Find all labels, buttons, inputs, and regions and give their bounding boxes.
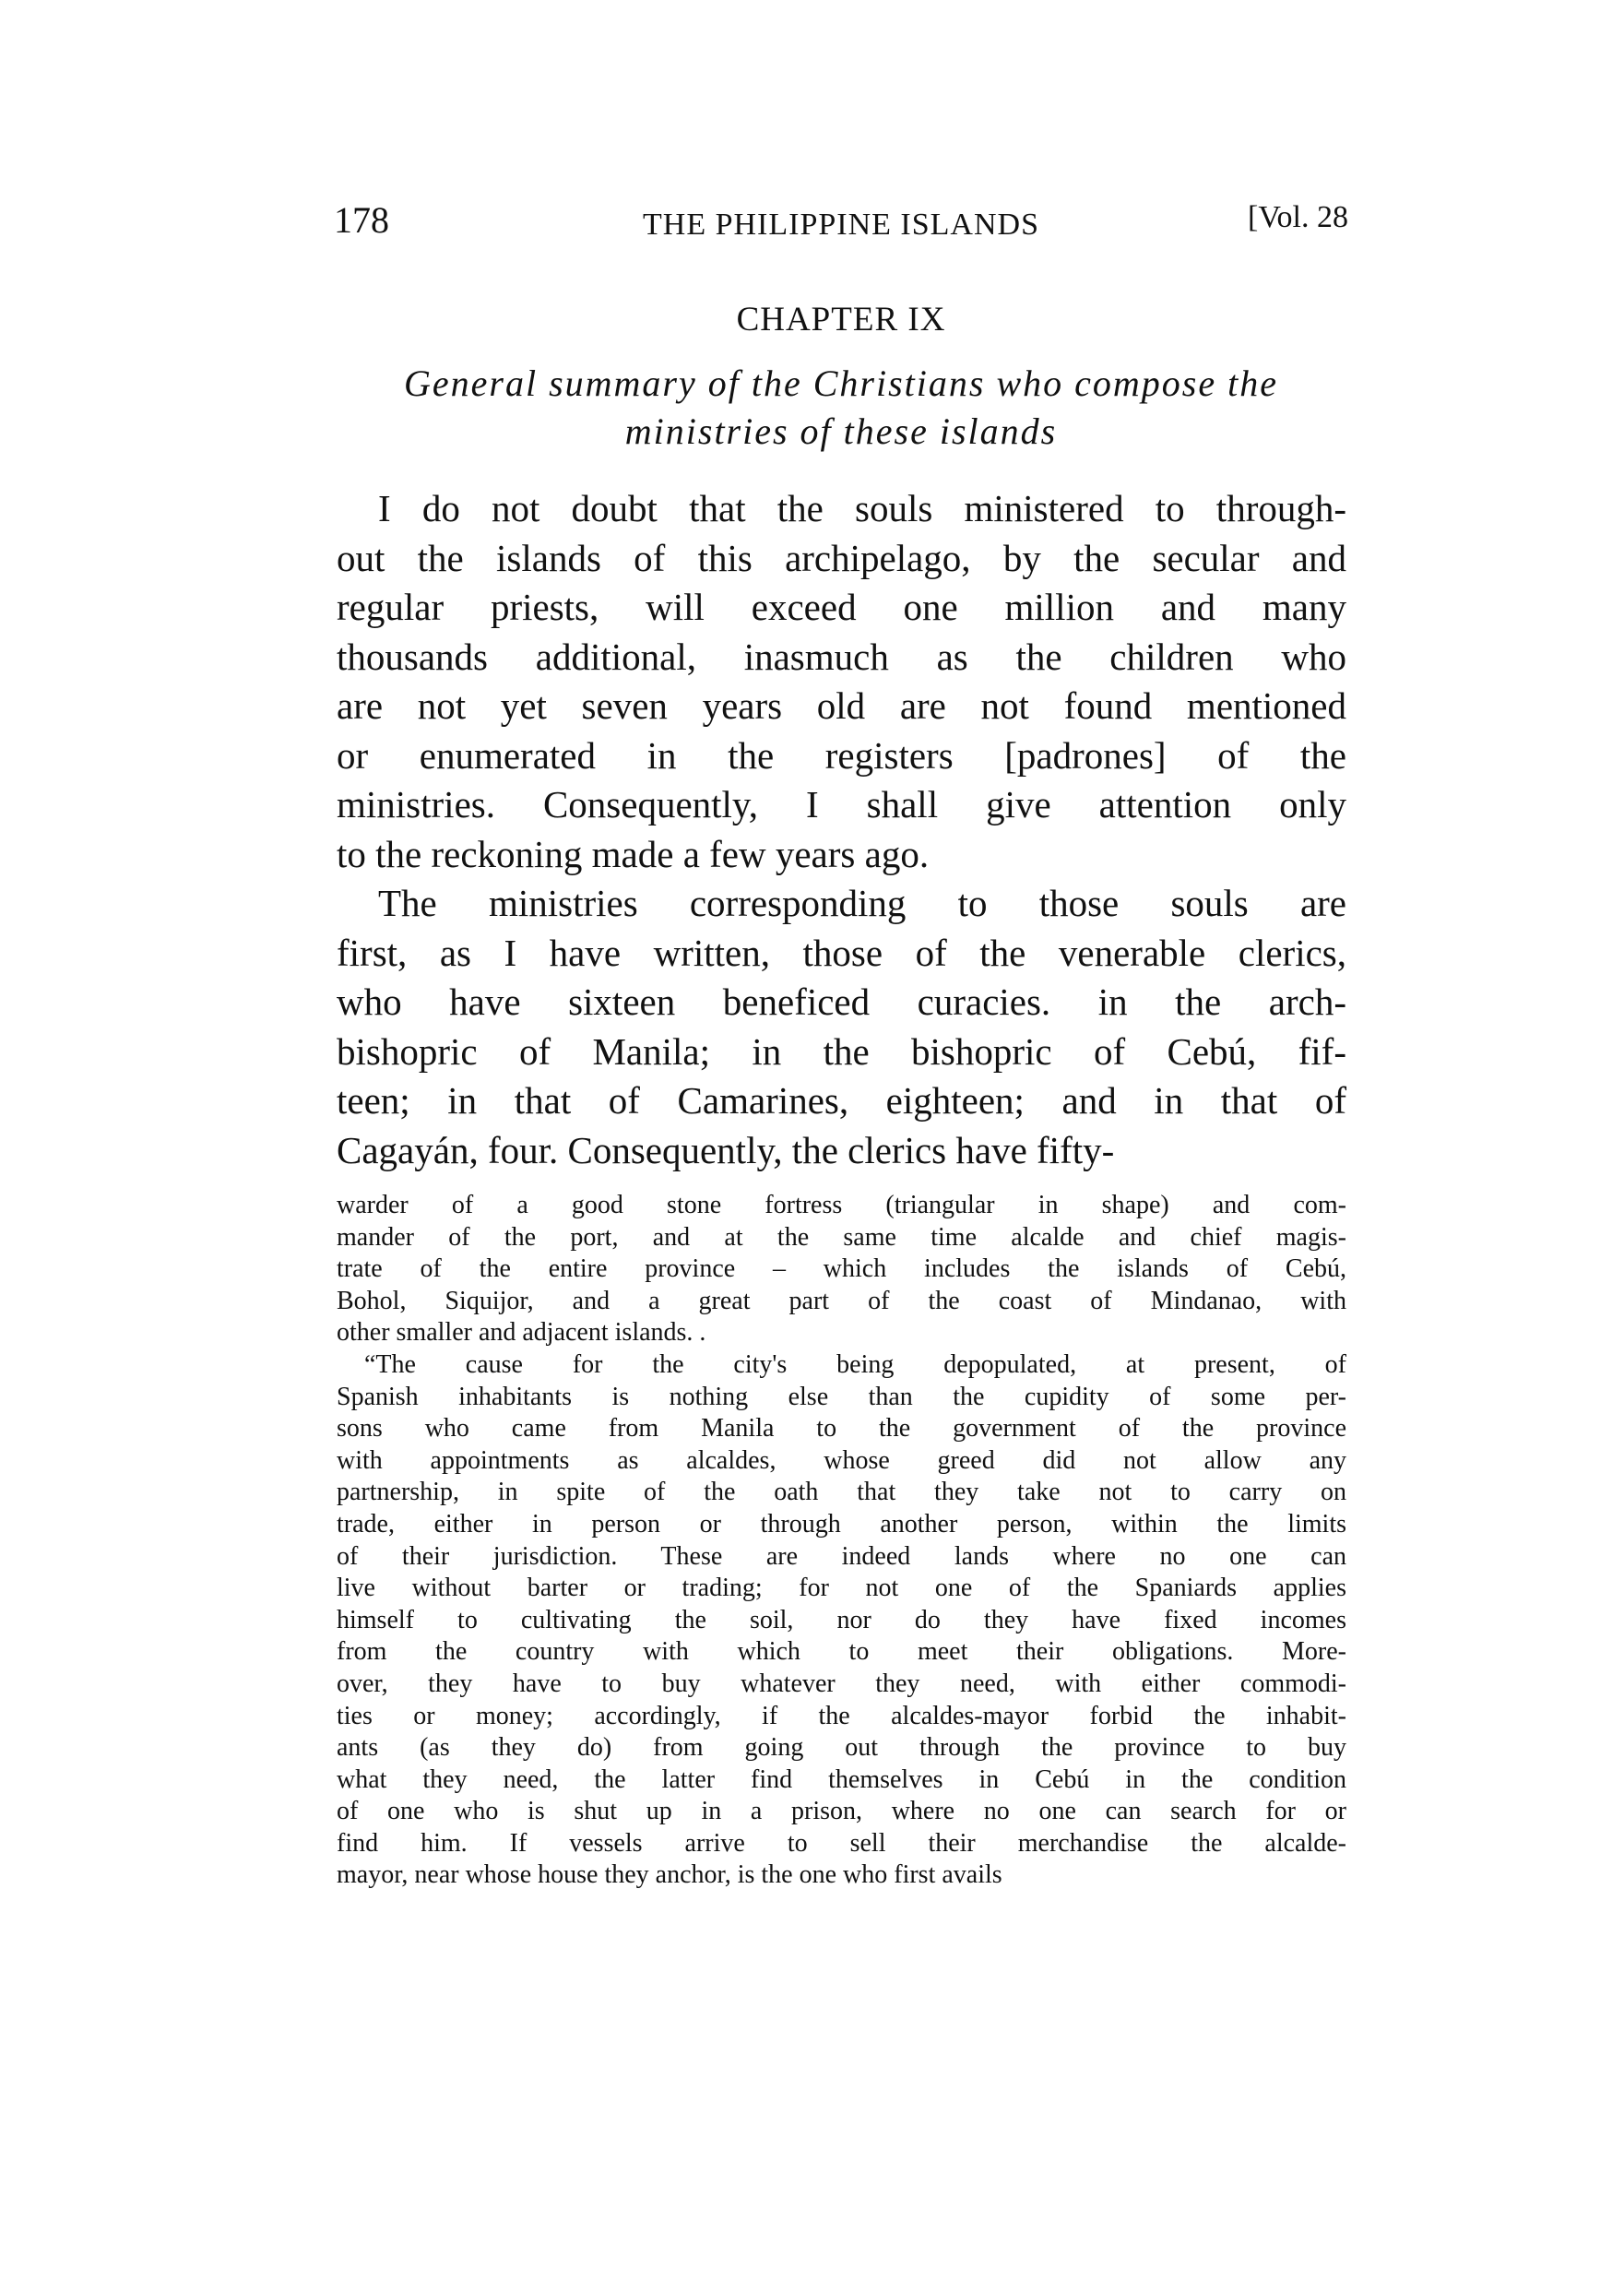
page-number: 178 bbox=[334, 199, 389, 241]
body-text bbox=[337, 484, 1346, 1175]
text-line: of one who is shut up in a prison, where no one can search for or bbox=[337, 1797, 1346, 1826]
text-line: thousands additional, inasmuch as the children who bbox=[337, 635, 1346, 678]
text-line: trate of the entire province – which includes the islands of Cebú, bbox=[337, 1254, 1346, 1284]
text-line: regular priests, will exceed one million and many bbox=[337, 586, 1346, 628]
text-line: himself to cultivating the soil, nor do they have fixed incomes bbox=[337, 1605, 1346, 1634]
text-line: other smaller and adjacent islands. . bbox=[337, 1318, 706, 1348]
text-line: The ministries corresponding to those souls are bbox=[378, 882, 1346, 924]
text-line: live without barter or trading; for not one of the Spaniards applies bbox=[337, 1574, 1346, 1603]
text-line: teen; in that of Camarines, eighteen; and in that of bbox=[337, 1079, 1346, 1122]
text-line: who have sixteen beneficed curacies. in the arch- bbox=[337, 980, 1346, 1023]
chapter-subtitle bbox=[334, 360, 1348, 456]
paragraph bbox=[337, 484, 1346, 879]
text-line: mayor, near whose house they anchor, is the one who first avails bbox=[337, 1860, 1002, 1890]
text-line: Spanish inhabitants is nothing else than the cupidity of some per- bbox=[337, 1382, 1346, 1411]
text-line: I do not doubt that the souls ministered to through- bbox=[378, 487, 1346, 529]
text-line: ties or money; accordingly, if the alcaldes-mayor forbid the inhabit- bbox=[337, 1701, 1346, 1730]
text-line: of their jurisdiction. These are indeed lands where no one can bbox=[337, 1541, 1346, 1571]
text-line: warder of a good stone fortress (triangular in shape) and com- bbox=[337, 1191, 1346, 1219]
paragraph bbox=[337, 1349, 1346, 1892]
running-header bbox=[334, 198, 1348, 254]
text-line: find him. If vessels arrive to sell their merchandise the alcalde- bbox=[337, 1828, 1346, 1858]
text-line: “The cause for the city's being depopulated, at present, of bbox=[364, 1349, 1346, 1379]
text-line: trade, either in person or through another person, within the limits bbox=[337, 1509, 1346, 1538]
text-line: what they need, the latter find themselves in Cebú in the condition bbox=[337, 1764, 1346, 1794]
text-line: from the country with which to meet their obligations. More- bbox=[337, 1637, 1346, 1667]
text-line: Bohol, Siquijor, and a great part of the coast of Mindanao, with bbox=[337, 1286, 1346, 1315]
text-line: sons who came from Manila to the government of the province bbox=[337, 1414, 1346, 1443]
text-line: partnership, in spite of the oath that they take not to carry on bbox=[337, 1478, 1346, 1507]
running-title: THE PHILIPPINE ISLANDS bbox=[643, 208, 1039, 242]
text-line: ministries. Consequently, I shall give attention only bbox=[337, 783, 1346, 826]
text-line: out the islands of this archipelago, by the secular and bbox=[337, 536, 1346, 579]
volume-label: [Vol. 28 bbox=[1248, 200, 1348, 234]
text-line: first, as I have written, those of the venerable clerics, bbox=[337, 931, 1346, 974]
subtitle-line: ministries of these islands bbox=[624, 410, 1058, 452]
text-line: to the reckoning made a few years ago. bbox=[337, 832, 930, 875]
text-line: are not yet seven years old are not found mentioned bbox=[337, 684, 1346, 727]
text-line: over, they have to buy whatever they need, with either commodi- bbox=[337, 1669, 1346, 1698]
text-line: mander of the port, and at the same time alcalde and chief magis- bbox=[337, 1222, 1346, 1252]
subtitle-line: General summary of the Christians who compose the bbox=[404, 362, 1278, 404]
text-line: Cagayán, four. Consequently, the clerics have fifty- bbox=[337, 1128, 1115, 1171]
footnote-text bbox=[337, 1190, 1346, 1892]
chapter-heading: CHAPTER IX bbox=[736, 301, 946, 339]
text-line: bishopric of Manila; in the bishopric of Cebú, fif- bbox=[337, 1029, 1346, 1073]
text-line: with appointments as alcaldes, whose greed did not allow any bbox=[337, 1445, 1346, 1475]
paragraph bbox=[337, 1190, 1346, 1349]
paragraph bbox=[337, 879, 1346, 1175]
text-line: or enumerated in the registers [padrones] of the bbox=[337, 733, 1346, 777]
text-line: ants (as they do) from going out through the province to buy bbox=[337, 1733, 1346, 1763]
